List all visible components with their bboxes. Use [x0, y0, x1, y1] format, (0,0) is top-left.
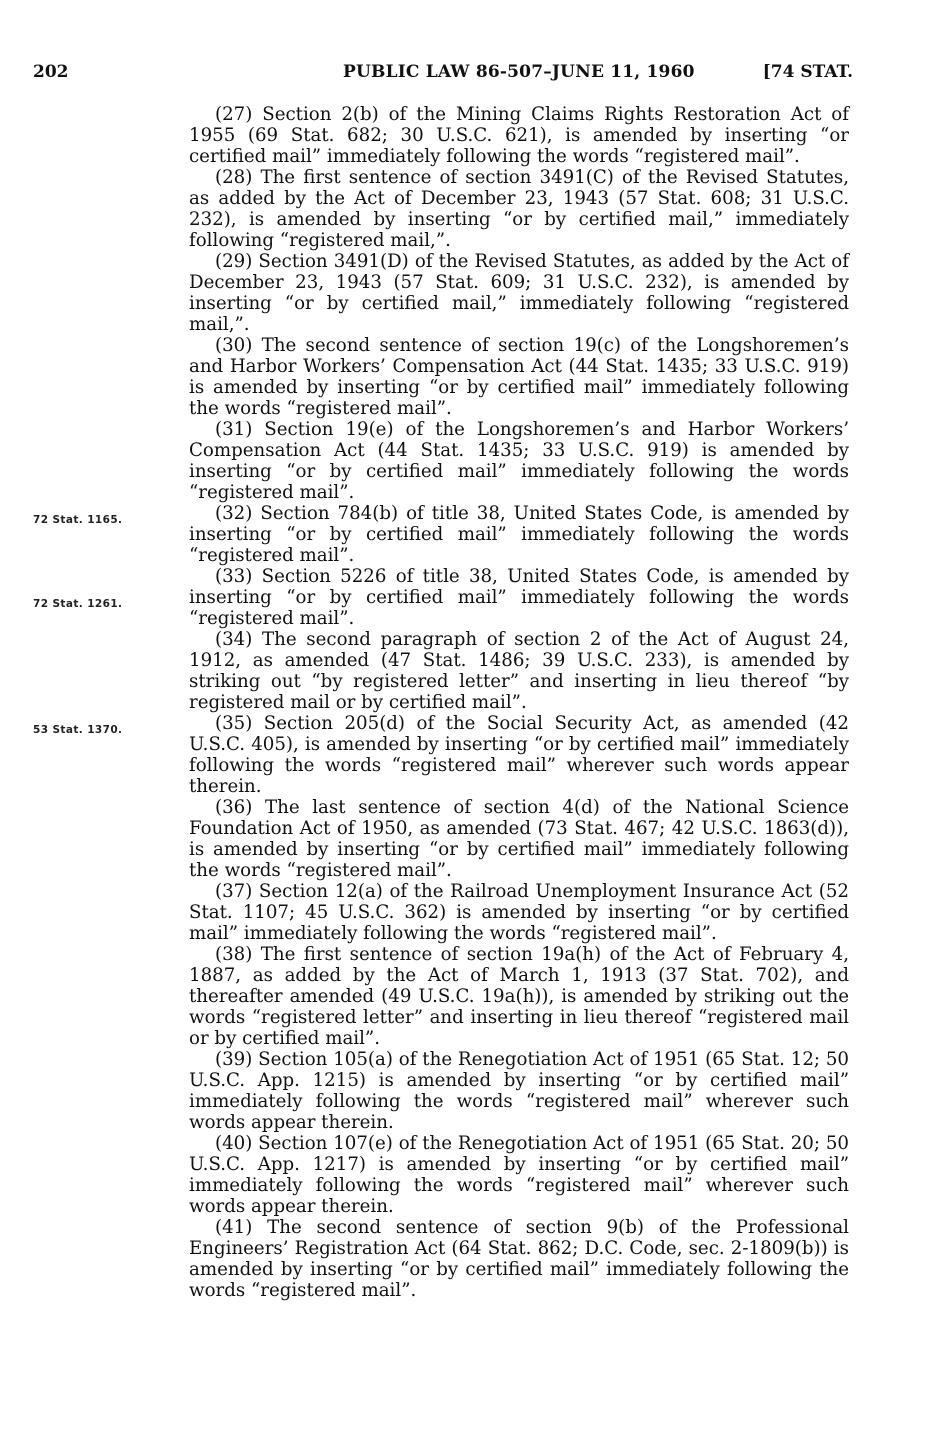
margin-note-53-stat-1370: 53 Stat. 1370.	[33, 724, 123, 736]
margin-note-72-stat-1261: 72 Stat. 1261.	[33, 598, 123, 610]
page-header	[33, 62, 853, 86]
paragraph-39: (39) Section 105(a) of the Renegotiation Act of 1951 (65 Stat. 12; 50 U.S.C. App. 1215) is amended by inserting “or by certified mail” immediately following the words “registered mail” wherever such words appear therein.	[189, 1049, 849, 1133]
page-number: 202	[33, 62, 69, 82]
paragraph-32: (32) Section 784(b) of title 38, United States Code, is amended by inserting “or by certified mail” immediately following the words “registered mail”.	[189, 503, 849, 566]
paragraph-34: (34) The second paragraph of section 2 of the Act of August 24, 1912, as amended (47 Stat. 1486; 39 U.S.C. 233), is amended by striking out “by registered letter” and inserting in lieu thereof “by registered mail or by certified mail”.	[189, 629, 849, 713]
paragraph-28: (28) The first sentence of section 3491(C) of the Revised Statutes, as added by the Act of December 23, 1943 (57 Stat. 608; 31 U.S.C. 232), is amended by inserting “or by certified mail,” immediately following “registered mail,”.	[189, 167, 849, 251]
volume-reference: [74 STAT.	[762, 62, 853, 82]
paragraph-36: (36) The last sentence of section 4(d) of the National Science Foundation Act of 1950, as amended (73 Stat. 467; 42 U.S.C. 1863(d)), is amended by inserting “or by certified mail” immediately following the words “registered mail”.	[189, 797, 849, 881]
margin-note-72-stat-1165: 72 Stat. 1165.	[33, 514, 123, 526]
paragraph-33: (33) Section 5226 of title 38, United States Code, is amended by inserting “or by certified mail” immediately following the words “registered mail”.	[189, 566, 849, 629]
running-title: PUBLIC LAW 86-507–JUNE 11, 1960	[343, 62, 695, 82]
paragraph-30: (30) The second sentence of section 19(c) of the Longshoremen’s and Harbor Workers’ Compensation Act (44 Stat. 1435; 33 U.S.C. 919) is amended by inserting “or by certified mail” immediately following the words “registered mail”.	[189, 335, 849, 419]
paragraph-35: (35) Section 205(d) of the Social Security Act, as amended (42 U.S.C. 405), is amended by inserting “or by certified mail” immediately following the words “registered mail” wherever such words appear therein.	[189, 713, 849, 797]
paragraph-37: (37) Section 12(a) of the Railroad Unemployment Insurance Act (52 Stat. 1107; 45 U.S.C. 362) is amended by inserting “or by certified mail” immediately following the words “registered mail”.	[189, 881, 849, 944]
paragraph-41: (41) The second sentence of section 9(b) of the Professional Engineers’ Registration Act (64 Stat. 862; D.C. Code, sec. 2-1809(b)) is amended by inserting “or by certified mail” immediately following the words “registered mail”.	[189, 1217, 849, 1301]
paragraph-29: (29) Section 3491(D) of the Revised Statutes, as added by the Act of December 23, 1943 (57 Stat. 609; 31 U.S.C. 232), is amended by inserting “or by certified mail,” immediately following “registered mail,”.	[189, 251, 849, 335]
body-text	[189, 104, 849, 1301]
paragraph-40: (40) Section 107(e) of the Renegotiation Act of 1951 (65 Stat. 20; 50 U.S.C. App. 1217) is amended by inserting “or by certified mail” immediately following the words “registered mail” wherever such words appear therein.	[189, 1133, 849, 1217]
paragraph-27: (27) Section 2(b) of the Mining Claims Rights Restoration Act of 1955 (69 Stat. 682; 30 U.S.C. 621), is amended by inserting “or certified mail” immediately following the words “registered mail”.	[189, 104, 849, 167]
paragraph-38: (38) The first sentence of section 19a(h) of the Act of February 4, 1887, as added by the Act of March 1, 1913 (37 Stat. 702), and thereafter amended (49 U.S.C. 19a(h)), is amended by striking out the words “registered letter” and inserting in lieu thereof “registered mail or by certified mail”.	[189, 944, 849, 1049]
paragraph-31: (31) Section 19(e) of the Longshoremen’s and Harbor Workers’ Compensation Act (44 Stat. 1435; 33 U.S.C. 919) is amended by inserting “or by certified mail” immediately following the words “registered mail”.	[189, 419, 849, 503]
